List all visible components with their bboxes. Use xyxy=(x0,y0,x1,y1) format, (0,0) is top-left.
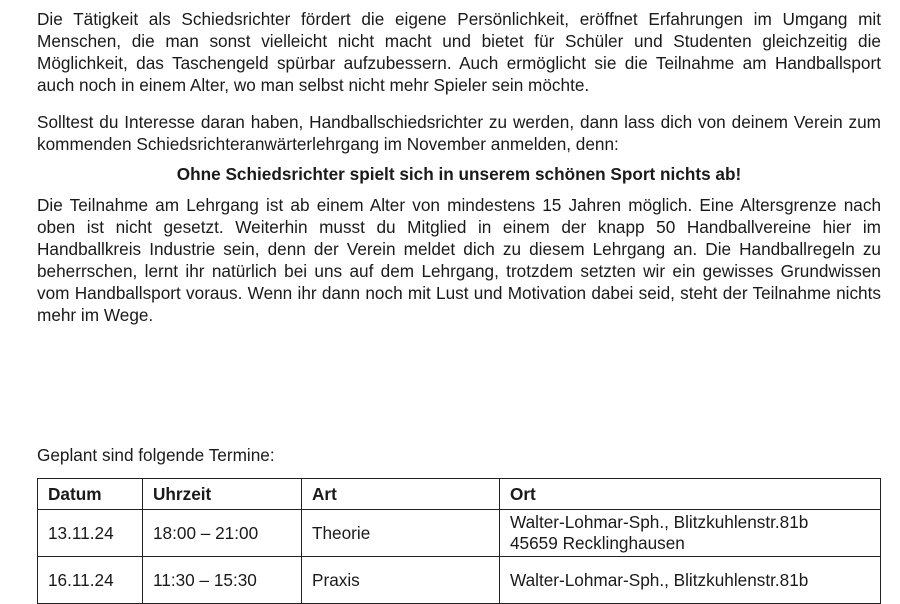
cell-ort xyxy=(500,557,881,604)
ort-line-1: Walter-Lohmar-Sph., Blitzkuhlenstr.81b xyxy=(510,512,809,532)
paragraph-interest: Solltest du Interesse daran haben, Handballschiedsrichter zu werden, dann lass dich von deinem Verein zum kommenden Schiedsrichteranwärterlehrgang im November anmelden, denn: xyxy=(37,112,881,154)
ort-line-1: Walter-Lohmar-Sph., Blitzkuhlenstr.81b xyxy=(510,569,809,590)
schedule-intro: Geplant sind folgende Termine: xyxy=(37,445,275,465)
table-header-row xyxy=(38,479,881,510)
header-uhrzeit: Uhrzeit xyxy=(143,479,302,510)
paragraph-requirements: Die Teilnahme am Lehrgang ist ab einem Alter von mindestens 15 Jahren möglich. Eine Altersgrenze nach oben ist nicht gesetzt. Weiterhin musst du Mitglied in einem der knapp 50 Handballvereine hier im Handballkreis Industrie sein, denn der Verein meldet dich zu diesem Lehrgang an. Die Handballregeln zu beherrschen, lernt ihr natürlich bei uns auf dem Lehrgang, trotzdem setzten wir ein gewisses Grundwissen vom Handballsport voraus. Wenn ihr dann noch mit Lust und Motivation dabei seid, steht der Teilnahme nichts mehr im Wege. xyxy=(37,195,881,325)
schedule-table xyxy=(37,478,881,604)
cell-uhrzeit: 11:30 – 15:30 xyxy=(143,557,302,604)
header-ort: Ort xyxy=(500,479,881,510)
table-row xyxy=(38,557,881,604)
cell-ort xyxy=(500,510,881,557)
document-body xyxy=(37,8,881,326)
paragraph-referee-benefits: Die Tätigkeit als Schiedsrichter fördert die eigene Persönlichkeit, eröffnet Erfahrungen im Umgang mit Menschen, die man sonst vielleicht nicht macht und bietet für Schüler und Studenten gleichzeitig die Möglichkeit, das Taschengeld spürbar aufzubessern. Auch ermöglicht sie die Teilnahme am Handballsport auch noch in einem Alter, wo man selbst nicht mehr Spieler sein möchte. xyxy=(37,9,881,95)
cell-art: Theorie xyxy=(302,510,500,557)
ort-line-2: 45659 Recklinghausen xyxy=(510,533,685,553)
header-datum: Datum xyxy=(38,479,143,510)
slogan: Ohne Schiedsrichter spielt sich in unserem schönen Sport nichts ab! xyxy=(176,164,742,184)
cell-uhrzeit: 18:00 – 21:00 xyxy=(143,510,302,557)
header-art: Art xyxy=(302,479,500,510)
cell-datum: 13.11.24 xyxy=(38,510,143,557)
cell-art: Praxis xyxy=(302,557,500,604)
cell-datum: 16.11.24 xyxy=(38,557,143,604)
table-row xyxy=(38,510,881,557)
